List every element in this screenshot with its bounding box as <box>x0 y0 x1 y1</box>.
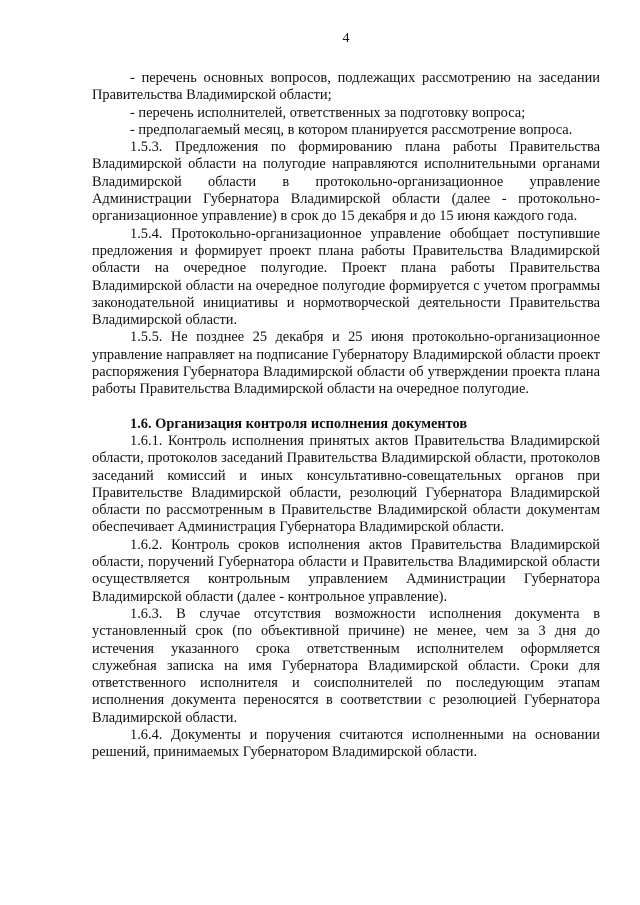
paragraph-1-6-1: 1.6.1. Контроль исполнения принятых актов Правительства Владимирской области, протоколов заседаний Правительства Владимирской области, протоколов заседаний комиссий и иных консультативно-совещательных органов при Правительстве Владимирской области, резолюций Губернатора Владимирской области по рассмотренным в Правительстве Владимирской области документам обеспечивает Администрация Губернатора Владимирской области. <box>92 432 600 536</box>
paragraph-1-6-4: 1.6.4. Документы и поручения считаются исполненными на основании решений, принимаемых Губернатором Владимирской области. <box>92 726 600 761</box>
paragraph-executors-list: - перечень исполнителей, ответственных за подготовку вопроса; <box>130 104 526 121</box>
paragraph-1-6-3: 1.6.3. В случае отсутствия возможности исполнения документа в установленный срок (по объективной причине) не менее, чем за 3 дня до истечения указанного срока ответственным исполнителем оформляется служебная записка на имя Губернатора Владимирской области. Сроки для ответственного исполнителя и соисполнителей по последующим этапам исполнения документа переносятся в соответствии с резолюцией Губернатора Владимирской области. <box>92 605 600 726</box>
paragraph-issues-list: - перечень основных вопросов, подлежащих рассмотрению на заседании Правительства Владимирской области; <box>92 70 600 104</box>
document-page <box>92 0 600 905</box>
paragraph-1-6-2: 1.6.2. Контроль сроков исполнения актов Правительства Владимирской области, поручений Губернатора области и Правительства Владимирской области осуществляется контрольным управлением Администрации Губернатора Владимирской области (далее - контрольное управление). <box>92 536 600 605</box>
page-number: 4 <box>342 31 350 46</box>
paragraph-1-5-4: 1.5.4. Протокольно-организационное управление обобщает поступившие предложения и формирует проект плана работы Правительства Владимирской области на очередное полугодие. Проект плана работы Правительства Владимирской области на очередное полугодие формируется с учетом программы законодательной инициативы и нормотворческой деятельности Правительства Владимирской области. <box>92 225 600 329</box>
paragraph-1-5-3: 1.5.3. Предложения по формированию плана работы Правительства Владимирской области на полугодие направляются исполнительными органами Владимирской области в протокольно-организационное управление Администрации Губернатора Владимирской области (далее - протокольно-организационное управление) в срок до 15 декабря и до 15 июня каждого года. <box>92 139 600 225</box>
document-body <box>92 70 600 762</box>
section-heading-1-6: 1.6. Организация контроля исполнения документов <box>130 415 468 432</box>
paragraph-planned-month: - предполагаемый месяц, в котором планируется рассмотрение вопроса. <box>130 121 573 138</box>
paragraph-1-5-5: 1.5.5. Не позднее 25 декабря и 25 июня протокольно-организационное управление направляет на подписание Губернатору Владимирской области проект распоряжения Губернатора Владимирской области об утверждении проекта плана работы Правительства Владимирской области на очередное полугодие. <box>92 329 600 398</box>
